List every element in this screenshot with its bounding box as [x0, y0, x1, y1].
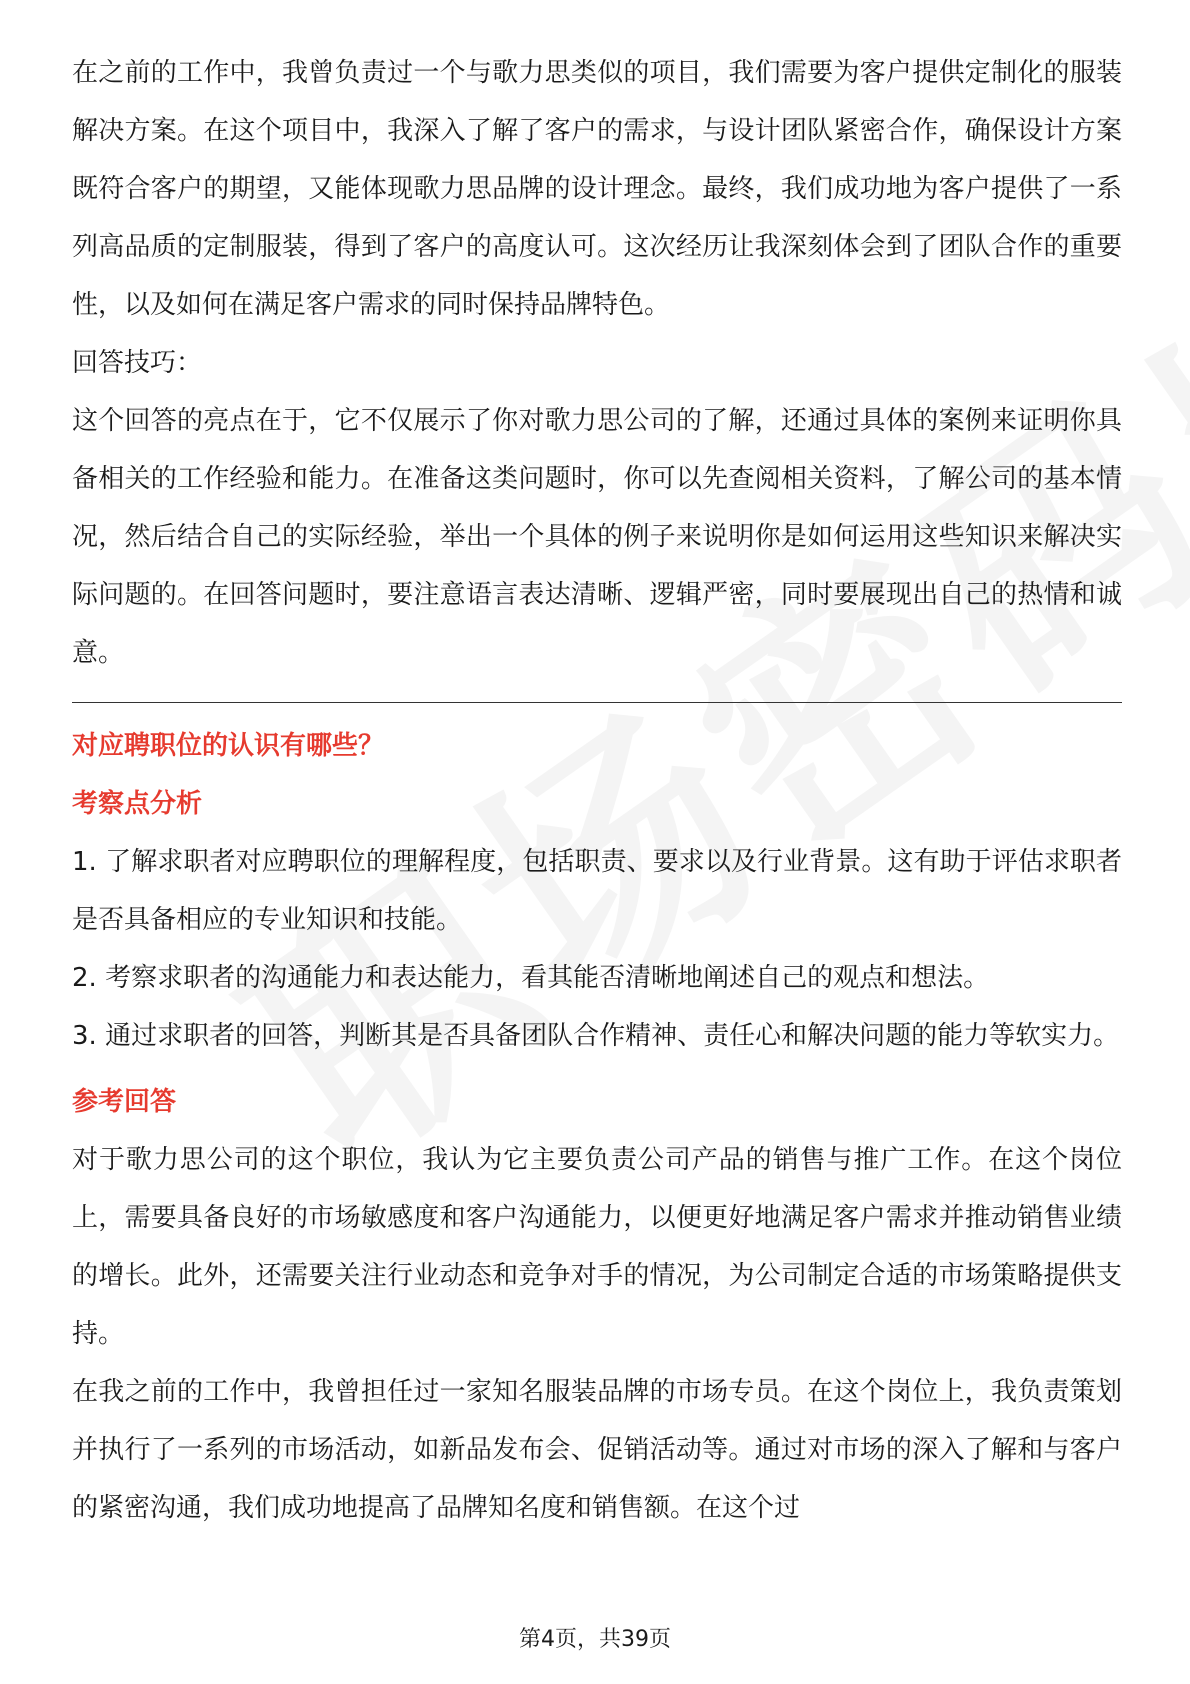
- tips-label: 回答技巧：: [72, 348, 203, 378]
- section-divider: [72, 702, 1122, 703]
- analysis-point-2: 2. 考察求职者的沟通能力和表达能力，看其能否清晰地阐述自己的观点和想法。: [72, 963, 990, 993]
- analysis-heading: 考察点分析: [72, 789, 203, 819]
- tips-paragraph: 这个回答的亮点在于，它不仅展示了你对歌力思公司的了解，还通过具体的案例来证明你具备相关的工作经验和能力。在准备这类问题时，你可以先查阅相关资料，了解公司的基本情况，然后结合自己的实际经验，举出一个具体的例子来说明你是如何运用这些知识来解决实际问题的。在回答问题时，要注意语言表达清晰、逻辑严密，同时要展现出自己的热情和诚意。: [72, 406, 1122, 668]
- intro-paragraph: 在之前的工作中，我曾负责过一个与歌力思类似的项目，我们需要为客户提供定制化的服装解决方案。在这个项目中，我深入了解了客户的需求，与设计团队紧密合作，确保设计方案既符合客户的期望，又能体现歌力思品牌的设计理念。最终，我们成功地为客户提供了一系列高品质的定制服装，得到了客户的高度认可。这次经历让我深刻体会到了团队合作的重要性，以及如何在满足客户需求的同时保持品牌特色。: [72, 58, 1122, 320]
- reference-paragraph-1: 对于歌力思公司的这个职位，我认为它主要负责公司产品的销售与推广工作。在这个岗位上，需要具备良好的市场敏感度和客户沟通能力，以便更好地满足客户需求并推动销售业绩的增长。此外，还需要关注行业动态和竞争对手的情况，为公司制定合适的市场策略提供支持。: [72, 1145, 1122, 1349]
- document-page: [72, 44, 1122, 1537]
- reference-heading: 参考回答: [72, 1087, 177, 1117]
- question-title: 对应聘职位的认识有哪些？: [72, 731, 385, 761]
- reference-paragraph-2: 在我之前的工作中，我曾担任过一家知名服装品牌的市场专员。在这个岗位上，我负责策划并执行了一系列的市场活动，如新品发布会、促销活动等。通过对市场的深入了解和与客户的紧密沟通，我们成功地提高了品牌知名度和销售额。在这个过: [72, 1377, 1122, 1523]
- page-footer: 第4页，共39页: [519, 1627, 671, 1652]
- analysis-point-3: 3. 通过求职者的回答，判断其是否具备团队合作精神、责任心和解决问题的能力等软实力。: [72, 1021, 1120, 1051]
- analysis-point-1: 1. 了解求职者对应聘职位的理解程度，包括职责、要求以及行业背景。这有助于评估求职者是否具备相应的专业知识和技能。: [72, 847, 1122, 935]
